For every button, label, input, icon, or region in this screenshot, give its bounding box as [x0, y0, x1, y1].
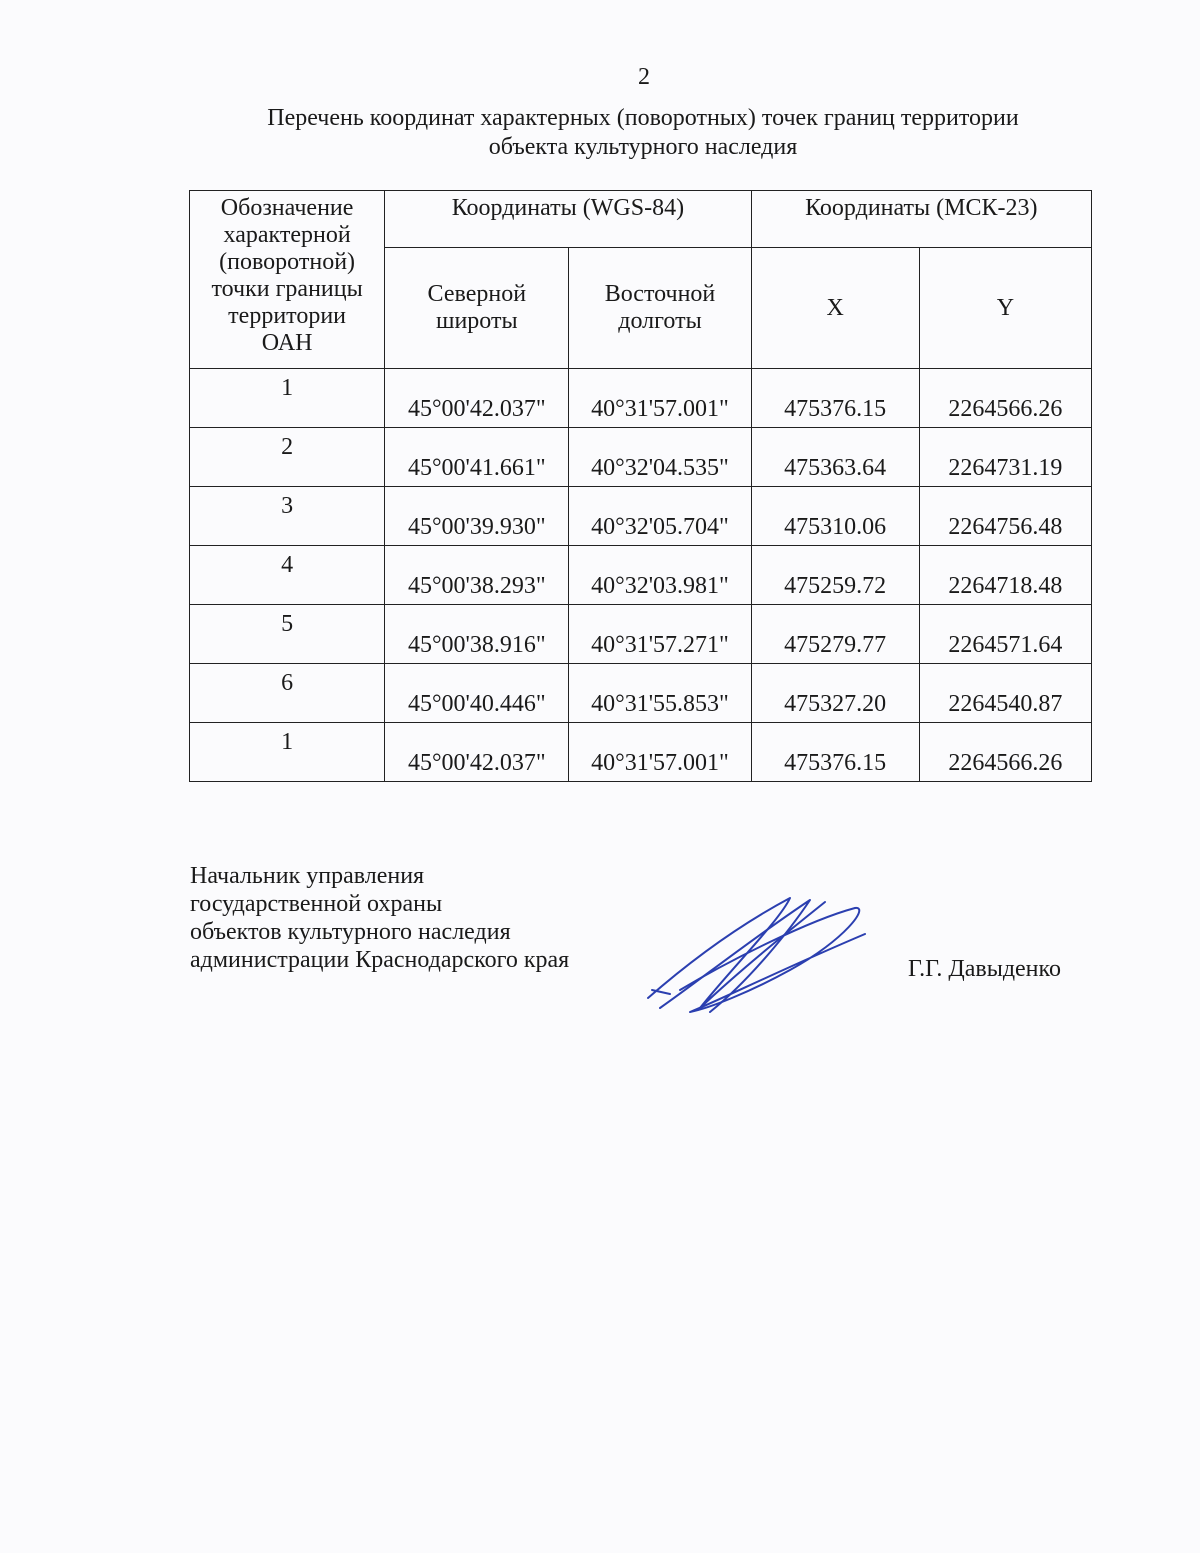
header-y: Y [919, 248, 1091, 369]
header-point-designation [190, 191, 385, 369]
cell-y: 2264571.64 [919, 605, 1091, 664]
header-msk23-group: Координаты (МСК-23) [751, 191, 1091, 248]
signer-position-line: Начальник управления [190, 863, 425, 889]
cell-x: 475376.15 [751, 723, 919, 782]
document-title [190, 104, 1096, 162]
table-row [190, 664, 1092, 723]
coordinates-table [189, 190, 1092, 782]
cell-x: 475259.72 [751, 546, 919, 605]
header-point-line: Обозначение [220, 195, 354, 221]
cell-latitude: 45°00'42.037" [385, 723, 569, 782]
cell-x: 475327.20 [751, 664, 919, 723]
cell-x: 475279.77 [751, 605, 919, 664]
header-point-line: характерной [223, 222, 351, 248]
cell-latitude: 45°00'38.293" [385, 546, 569, 605]
header-wgs84-group: Координаты (WGS-84) [385, 191, 751, 248]
cell-y: 2264540.87 [919, 664, 1091, 723]
header-point-line: (поворотной) [219, 249, 356, 275]
title-line-2: объекта культурного наследия [488, 134, 798, 160]
header-point-line: точки границы [211, 276, 363, 302]
cell-y: 2264731.19 [919, 428, 1091, 487]
cell-longitude: 40°31'57.271" [569, 605, 751, 664]
table-row [190, 428, 1092, 487]
cell-point: 4 [190, 546, 385, 605]
signer-name: Г.Г. Давыденко [908, 956, 1061, 982]
header-latitude [385, 248, 569, 369]
cell-latitude: 45°00'38.916" [385, 605, 569, 664]
table-row [190, 605, 1092, 664]
cell-point: 3 [190, 487, 385, 546]
header-longitude-line: Восточной [604, 281, 716, 307]
cell-latitude: 45°00'39.930" [385, 487, 569, 546]
cell-y: 2264566.26 [919, 723, 1091, 782]
header-point-line: территории [228, 303, 347, 329]
cell-longitude: 40°32'05.704" [569, 487, 751, 546]
table-row [190, 546, 1092, 605]
cell-latitude: 45°00'41.661" [385, 428, 569, 487]
cell-x: 475376.15 [751, 369, 919, 428]
cell-longitude: 40°31'57.001" [569, 723, 751, 782]
title-line-1: Перечень координат характерных (поворотных) точек границ территории [267, 105, 1019, 131]
cell-latitude: 45°00'42.037" [385, 369, 569, 428]
header-latitude-line: широты [435, 308, 518, 334]
cell-latitude: 45°00'40.446" [385, 664, 569, 723]
cell-longitude: 40°32'04.535" [569, 428, 751, 487]
page-number: 2 [638, 64, 650, 90]
cell-point: 2 [190, 428, 385, 487]
cell-x: 475363.64 [751, 428, 919, 487]
signer-position-line: администрации Краснодарского края [190, 947, 570, 973]
table-row [190, 723, 1092, 782]
cell-longitude: 40°31'55.853" [569, 664, 751, 723]
cell-point: 1 [190, 369, 385, 428]
handwritten-signature [640, 890, 880, 1020]
cell-x: 475310.06 [751, 487, 919, 546]
cell-point: 1 [190, 723, 385, 782]
cell-y: 2264566.26 [919, 369, 1091, 428]
signer-position [190, 862, 569, 974]
header-point-line: ОАН [261, 330, 313, 356]
cell-y: 2264756.48 [919, 487, 1091, 546]
cell-longitude: 40°32'03.981" [569, 546, 751, 605]
header-x: X [751, 248, 919, 369]
table-row [190, 369, 1092, 428]
signer-position-line: государственной охраны [190, 891, 443, 917]
header-longitude [569, 248, 751, 369]
cell-point: 5 [190, 605, 385, 664]
header-longitude-line: долготы [618, 308, 702, 334]
cell-point: 6 [190, 664, 385, 723]
cell-y: 2264718.48 [919, 546, 1091, 605]
signer-position-line: объектов культурного наследия [190, 919, 511, 945]
table-row [190, 487, 1092, 546]
header-latitude-line: Северной [427, 281, 527, 307]
cell-longitude: 40°31'57.001" [569, 369, 751, 428]
